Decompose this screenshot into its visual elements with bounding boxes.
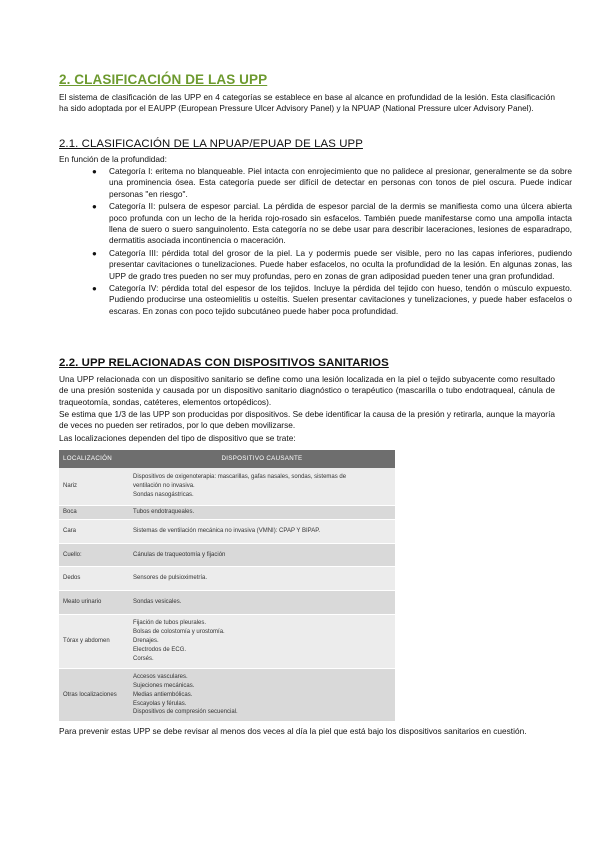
table-cell-devices: Sondas vesicales. <box>129 591 395 615</box>
bullet-icon: ● <box>92 284 97 294</box>
table-cell-loc: Tórax y abdomen <box>59 615 129 669</box>
devices-estimate-paragraph: Se estima que 1/3 de las UPP son producidas por dispositivos. Se debe identificar la causa de la presión y retirarla, aunque la mayoría de veces no pueden ser retirados, por lo que deben movilizarse. <box>59 409 555 431</box>
table-cell-loc: Nariz <box>59 468 129 505</box>
bullet-icon: ● <box>92 202 97 212</box>
table-cell-loc: Meato urinario <box>59 591 129 615</box>
table-cell-devices: Dispositivos de oxigenoterapia: mascarillas, gafas nasales, sondas, sistemas de ventilación no invasiva. Sondas nasogástricas. <box>129 468 395 505</box>
subsection-title-npuap: 2.1. CLASIFICACIÓN DE LA NPUAP/EPUAP DE LAS UPP <box>59 138 363 150</box>
table-row <box>59 543 395 567</box>
devices-table <box>59 450 395 722</box>
table-row <box>59 668 395 722</box>
intro-paragraph: El sistema de clasificación de las UPP en 4 categorías se establece en base al alcance en profundidad de la lesión. Esta clasificación ha sido adoptada por el EAUPP (European Pressure Ulcer Advisory Panel) y la NPUAP (National Pressure ulcer Advisory Panel). <box>59 92 555 114</box>
table-cell-devices: Sensores de pulsioximetría. <box>129 567 395 591</box>
table-cell-loc: Dedos <box>59 567 129 591</box>
prevention-paragraph: Para prevenir estas UPP se debe revisar al menos dos veces al día la piel que está bajo los dispositivos sanitarios en cuestión. <box>59 726 527 736</box>
list-item-category-3: ● Categoría III: pérdida total del grosor de la piel. La y podermis puede ser visible, pero no las capas inferiores, pudiendo presentar cavitaciones o tunelizaciones. Puede haber esfacelos, no oculta la profundidad de la lesión. En algunas zonas, las UPP de grado tres pueden no ser muy profundas, pero en zonas de gran adiposidad pueden tener una gran profundidad. <box>92 247 572 281</box>
table-row <box>59 505 395 519</box>
table-row <box>59 468 395 505</box>
table-cell-devices: Sistemas de ventilación mecánica no invasiva (VMNI): CPAP Y BIPAP. <box>129 519 395 543</box>
devices-localizations-lead: Las localizaciones dependen del tipo de dispositivo que se trate: <box>59 433 296 443</box>
table-row <box>59 591 395 615</box>
table-header-row <box>59 450 395 468</box>
table-cell-loc: Cara <box>59 519 129 543</box>
list-item-category-1: ● Categoría I: eritema no blanqueable. Piel intacta con enrojecimiento que no palidece al presionar, generalmente se da sobre una prominencia ósea. Esta categoría puede ser difícil de detectar en personas con tonos de piel oscura. Puede indicar personas "en riesgo". <box>92 166 572 199</box>
table-cell-devices: Cánulas de traqueotomía y fijación <box>129 543 395 567</box>
category-list <box>92 166 572 318</box>
table-cell-devices: Accesos vasculares. Sujeciones mecánicas. Medias antiembólicas. Escayolas y férulas. Dispositivos de compresión secuencial. <box>129 668 395 722</box>
bullet-icon: ● <box>92 167 97 176</box>
table-cell-loc: Cuello: <box>59 543 129 567</box>
subsection-title-devices: 2.2. UPP RELACIONADAS CON DISPOSITIVOS SANITARIOS <box>59 357 389 369</box>
bullet-icon: ● <box>92 248 97 258</box>
header-localizacion: LOCALIZACIÓN <box>59 450 129 468</box>
header-dispositivo: DISPOSITIVO CAUSANTE <box>129 450 395 468</box>
devices-definition-paragraph: Una UPP relacionada con un dispositivo sanitario se define como una lesión localizada en la piel o tejido subyacente como resultado de una presión sostenida y causada por un dispositivo sanitario diagnóstico o terapéutico (mascarilla o tubo endotraqueal, cánula de traqueotomía, sondas, catéteres, elementos ortopédicos). <box>59 374 555 407</box>
table-cell-devices: Fijación de tubos pleurales. Bolsas de colostomía y urostomía. Drenajes. Electrodos de ECG. Corsés. <box>129 615 395 669</box>
list-item-category-4: ● Categoría IV: pérdida total del espesor de los tejidos. Incluye la pérdida del tejido con hueso, tendón o músculo expuesto. Pudiendo producirse una osteomielitis u osteítis. Suelen presentar cavitaciones y tunelizaciones, y puede haber esfacelos o escaras. En zonas con poco tejido subcutáneo puede haber poca profundidad. <box>92 283 572 316</box>
depth-lead-text: En función de la profundidad: <box>59 154 167 164</box>
table-row <box>59 615 395 669</box>
table-row <box>59 519 395 543</box>
list-item-category-2: ● Categoría II: pulsera de espesor parcial. La pérdida de espesor parcial de la dermis se manifiesta como una úlcera abierta poco profunda con un lecho de la herida rojo-rosado sin esfacelos. También puede manifestarse como una ampolla intacta llena de suero o suero sanguinolento. Esta categoría no se debe usar para describir laceraciones, lesiones de esparadrapo, dermatitis asociada incontinencia o maceración. <box>92 201 572 246</box>
table-cell-devices: Tubos endotraqueales. <box>129 505 395 519</box>
section-title: 2. CLASIFICACIÓN DE LAS UPP <box>59 72 268 87</box>
table-cell-loc: Boca <box>59 505 129 519</box>
table-row <box>59 567 395 591</box>
table-cell-loc: Otras localizaciones <box>59 668 129 722</box>
